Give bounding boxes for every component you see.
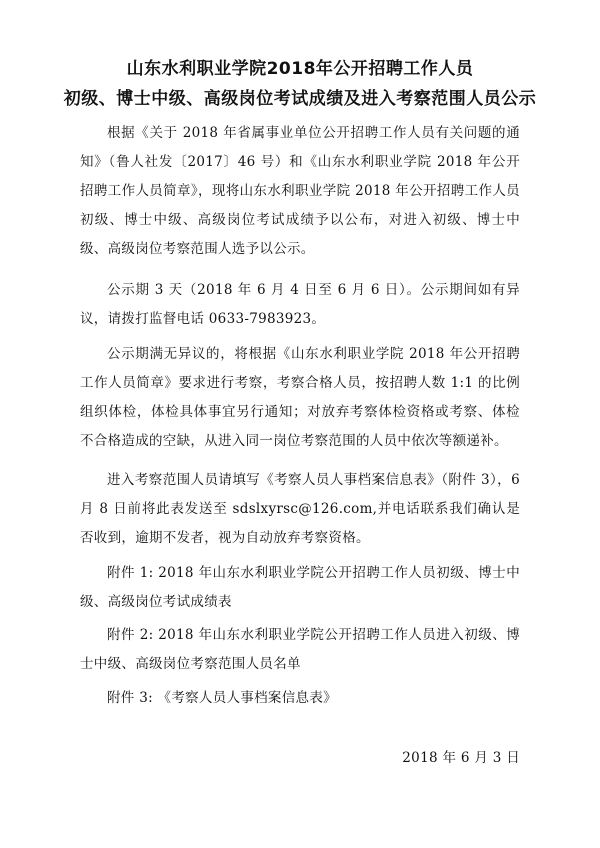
paragraph-basis: 根据《关于 2018 年省属事业单位公开招聘工作人员有关问题的通知》（鲁人社发〔2017〕46 号）和《山东水利职业学院 2018 年公开招聘工作人员简章》，现将山东水利职业学院 2018 年公开招聘工作人员初级、博士中级、高级岗位考试成绩予以公布，对进入初级、博士中级、高级岗位考察范围人选予以公示。 (80, 125, 520, 257)
document-date: 2018 年 6 月 3 日 (402, 750, 520, 766)
paragraph-publicity-period: 公示期 3 天（2018 年 6 月 4 日至 6 月 6 日）。公示期间如有异议，请拨打监督电话 0633-7983923。 (80, 282, 520, 327)
paragraph-submission: 进入考察范围人员请填写《考察人员人事档案信息表》（附件 3），6 月 8 日前将此表发送至 sdslxyrsc@126.com,并电话联系我们确认是否收到，逾期不发者，视为自动放弃考察资格。 (80, 472, 520, 546)
attachment-3: 附件 3: 《考察人员人事档案信息表》 (107, 690, 337, 706)
attachment-1: 附件 1: 2018 年山东水利职业学院公开招聘工作人员初级、博士中级、高级岗位考试成绩表 (80, 565, 520, 610)
document-title-line2: 初级、博士中级、高级岗位考试成绩及进入考察范围人员公示 (63, 89, 537, 109)
document-title-line1: 山东水利职业学院2018年公开招聘工作人员 (126, 59, 474, 79)
attachment-2: 附件 2: 2018 年山东水利职业学院公开招聘工作人员进入初级、博士中级、高级岗位考察范围人员名单 (80, 627, 520, 672)
paragraph-inspection: 公示期满无异议的，将根据《山东水利职业学院 2018 年公开招聘工作人员简章》要求进行考察，考察合格人员，按招聘人数 1:1 的比例组织体检，体检具体事宜另行通知；对放弃考察体检资格或考察、体检不合格造成的空缺，从进入同一岗位考察范围的人员中依次等额递补。 (80, 346, 520, 449)
